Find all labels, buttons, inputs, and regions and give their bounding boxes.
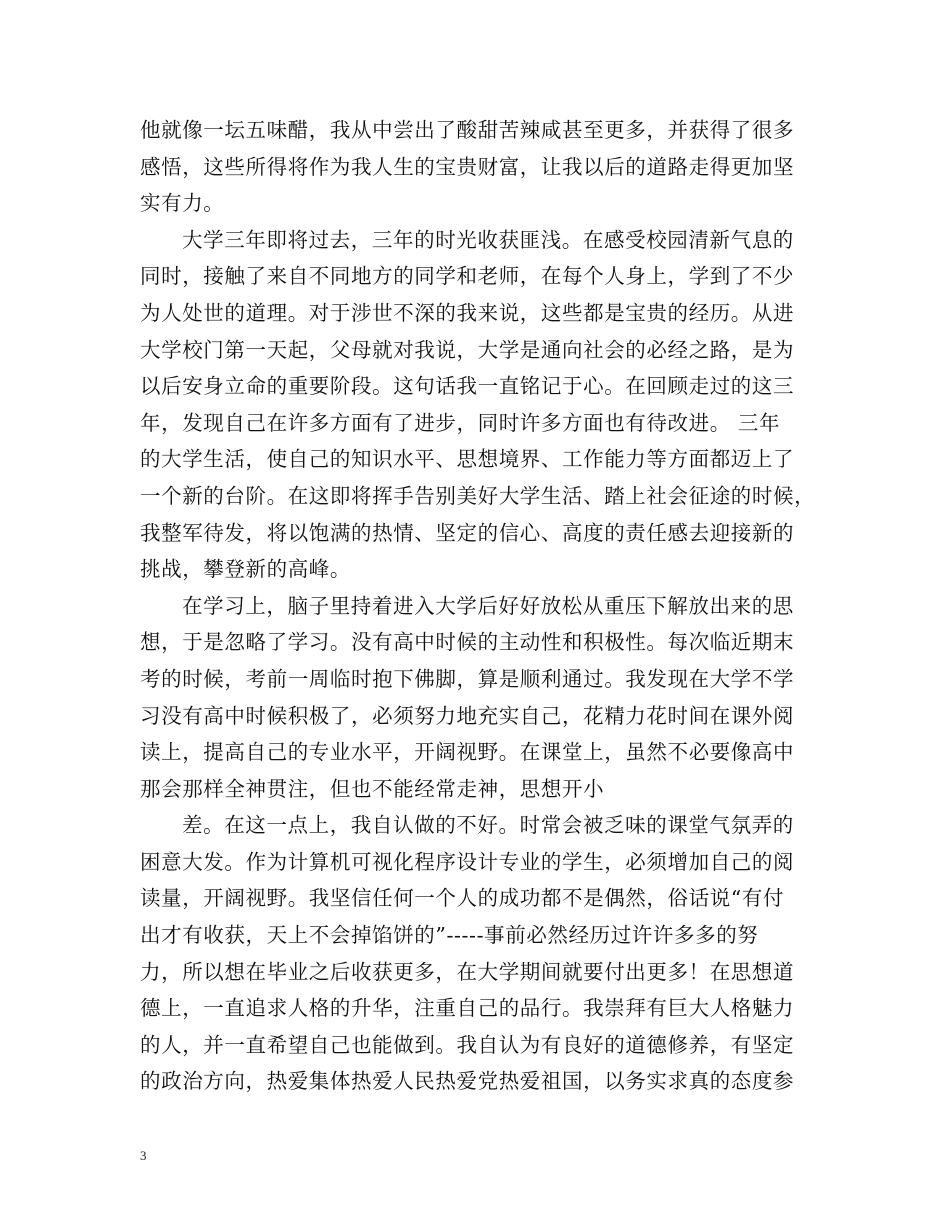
paragraph-start-line: 大学三年即将过去，三年的时光收获匪浅。在感受校园清新气息的 [182,227,794,252]
text-line: 困意大发。作为计算机可视化程序设计专业的学生，必须增加自己的阅 [140,849,795,874]
text-line: 习没有高中时候积极了，必须努力地充实自己，花精力花时间在课外阅 [140,703,795,728]
text-line: 一个新的台阶。在这即将挥手告别美好大学生活、踏上社会征途的时候， [140,483,816,508]
text-line: 力，所以想在毕业之后收获更多，在大学期间就要付出更多！在思想道 [140,959,795,984]
text-line: 我整军待发，将以饱满的热情、坚定的信心、高度的责任感去迎接新的 [140,520,795,545]
text-line: 为人处世的道理。对于涉世不深的我来说，这些都是宝贵的经历。从进 [140,300,795,325]
text-line: 同时，接触了来自不同地方的同学和老师，在每个人身上，学到了不少 [140,264,795,289]
body-text [140,112,820,1100]
text-line: 以后安身立命的重要阶段。这句话我一直铭记于心。在回顾走过的这三 [140,374,795,399]
text-line: 考的时候，考前一周临时抱下佛脚，算是顺利通过。我发现在大学不学 [140,666,795,691]
text-line: 那会那样全神贯注，但也不能经常走神，思想开小 [140,776,605,801]
paragraph-start-line: 在学习上，脑子里持着进入大学后好好放松从重压下解放出来的思 [182,593,794,618]
text-line: 实有力。 [140,191,225,216]
text-line: 年，发现自己在许多方面有了进步，同时许多方面也有待改进。 三年 [140,410,781,435]
text-line: 大学校门第一天起，父母就对我说，大学是通向社会的必经之路，是为 [140,337,795,362]
text-line: 感悟，这些所得将作为我人生的宝贵财富，让我以后的道路走得更加坚 [140,154,795,179]
text-line: 读量，开阔视野。我坚信任何一个人的成功都不是偶然，俗话说“有付 [140,886,785,911]
text-line: 的大学生活，使自己的知识水平、思想境界、工作能力等方面都迈上了 [140,447,795,472]
paragraph-start-line: 差。在这一点上，我自认做的不好。时常会被乏味的课堂气氛弄的 [182,813,794,838]
text-line: 挑战，攀登新的高峰。 [140,557,351,582]
text-line: 的政治方向，热爱集体热爱人民热爱党热爱祖国，以务实求真的态度参 [140,1069,795,1094]
text-line: 读上，提高自己的专业水平，开阔视野。在课堂上，虽然不必要像高中 [140,740,795,765]
text-line: 德上，一直追求人格的升华，注重自己的品行。我崇拜有巨大人格魅力 [140,996,795,1021]
text-line: 的人，并一直希望自己也能做到。我自认为有良好的道德修养，有坚定 [140,1032,795,1057]
text-line: 出才有收获，天上不会掉馅饼的”-----事前必然经历过许许多多的努 [140,923,759,948]
text-line: 他就像一坛五味醋，我从中尝出了酸甜苦辣咸甚至更多，并获得了很多 [140,118,795,142]
text-line: 想，于是忽略了学习。没有高中时候的主动性和积极性。每次临近期末 [140,630,795,655]
page-number: 3 [140,1148,147,1163]
